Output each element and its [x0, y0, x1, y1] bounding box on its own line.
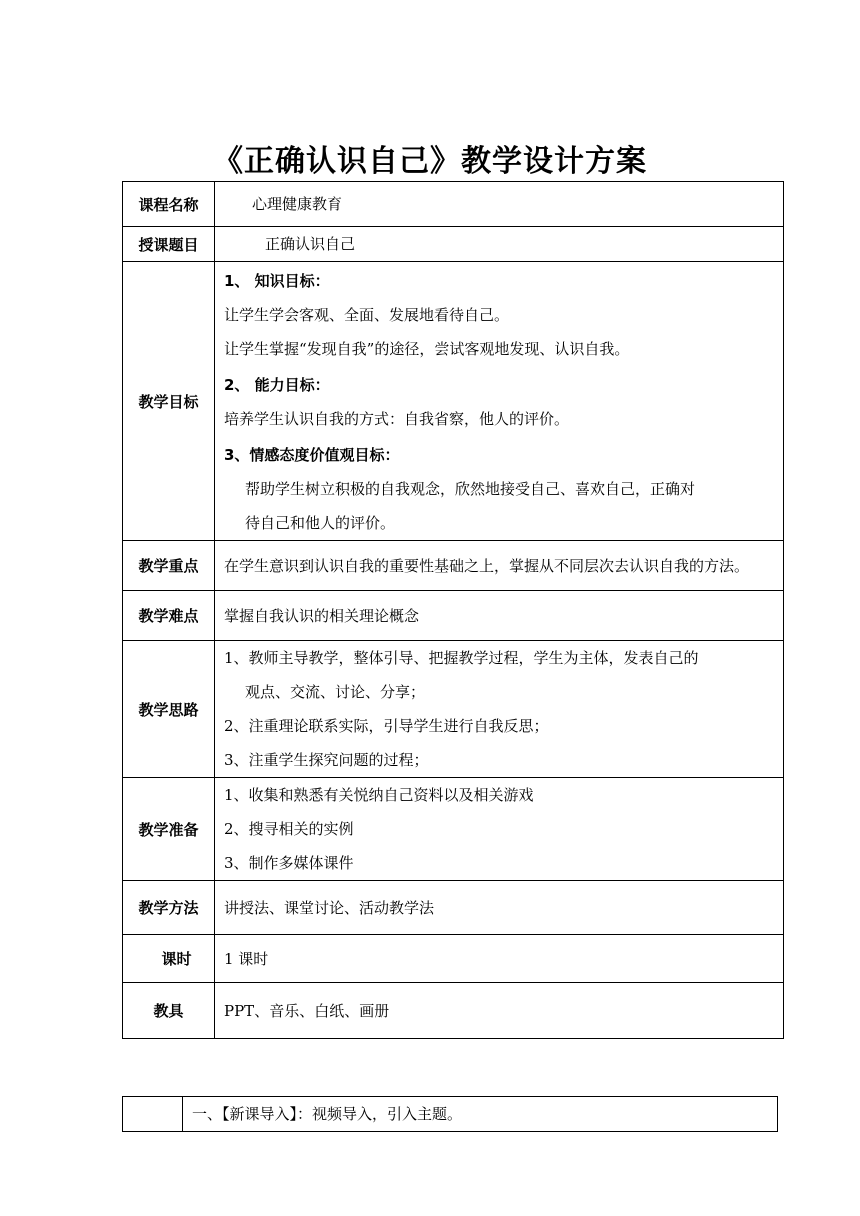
preparation-row [123, 778, 784, 881]
approach-row [123, 641, 784, 778]
approach-item: 2、注重理论联系实际，引导学生进行自我反思； [224, 717, 549, 735]
difficulties-value: 掌握自我认识的相关理论概念 [215, 591, 784, 641]
approach-label: 教学思路 [123, 641, 215, 778]
preparation-label: 教学准备 [123, 778, 215, 881]
knowledge-goal-item: 让学生学会客观、全面、发展地看待自己。 [224, 306, 510, 324]
key-points-label: 教学重点 [123, 541, 215, 591]
lesson-plan-table [122, 181, 784, 1039]
difficulties-label: 教学难点 [123, 591, 215, 641]
hours-value: 1 课时 [215, 935, 784, 983]
emotion-goal-item: 帮助学生树立积极的自我观念，欣然地接受自己、喜欢自己，正确对 [245, 480, 696, 498]
course-name-row [123, 182, 784, 227]
emotion-goal-heading: 3、情感态度价值观目标： [224, 446, 400, 464]
topic-row [123, 227, 784, 262]
key-points-row [123, 541, 784, 591]
topic-value: 正确认识自己 [265, 235, 356, 253]
knowledge-goal-heading: 1、 知识目标： [224, 272, 330, 290]
knowledge-goal-item: 让学生掌握“发现自我”的途径，尝试客观地发现、认识自我。 [224, 340, 630, 358]
methods-row [123, 881, 784, 935]
process-stage-cell [123, 1097, 183, 1132]
hours-label: 课时 [123, 935, 215, 983]
ability-goal-heading: 2、 能力目标： [224, 376, 330, 394]
ability-goal-item: 培养学生认识自我的方式：自我省察，他人的评价。 [224, 410, 570, 428]
goals-label: 教学目标 [123, 262, 215, 541]
approach-item: 1、教师主导教学，整体引导、把握教学过程，学生为主体，发表自己的 [224, 649, 699, 667]
methods-label: 教学方法 [123, 881, 215, 935]
approach-item: 3、注重学生探究问题的过程； [224, 751, 429, 769]
tools-row [123, 983, 784, 1039]
process-row [123, 1097, 778, 1132]
key-points-value: 在学生意识到认识自我的重要性基础之上，掌握从不同层次去认识自我的方法。 [215, 541, 784, 591]
process-step: 一、【新课导入】：视频导入，引入主题。 [183, 1097, 778, 1132]
goals-row [123, 262, 784, 541]
course-name-label: 课程名称 [123, 182, 215, 227]
topic-label: 授课题目 [123, 227, 215, 262]
preparation-item: 1、收集和熟悉有关悦纳自己资料以及相关游戏 [224, 786, 534, 804]
difficulties-row [123, 591, 784, 641]
tools-label: 教具 [123, 983, 215, 1039]
tools-value: PPT、音乐、白纸、画册 [215, 983, 784, 1039]
preparation-item: 2、搜寻相关的实例 [224, 820, 354, 838]
document-title: 《正确认识自己》教学设计方案 [213, 144, 647, 179]
course-name-value: 心理健康教育 [252, 195, 343, 213]
preparation-item: 3、制作多媒体课件 [224, 854, 354, 872]
hours-row [123, 935, 784, 983]
approach-item-continued: 观点、交流、讨论、分享； [245, 683, 426, 701]
teaching-process-table [122, 1096, 778, 1132]
emotion-goal-item: 待自己和他人的评价。 [245, 514, 396, 532]
methods-value: 讲授法、课堂讨论、活动教学法 [215, 881, 784, 935]
